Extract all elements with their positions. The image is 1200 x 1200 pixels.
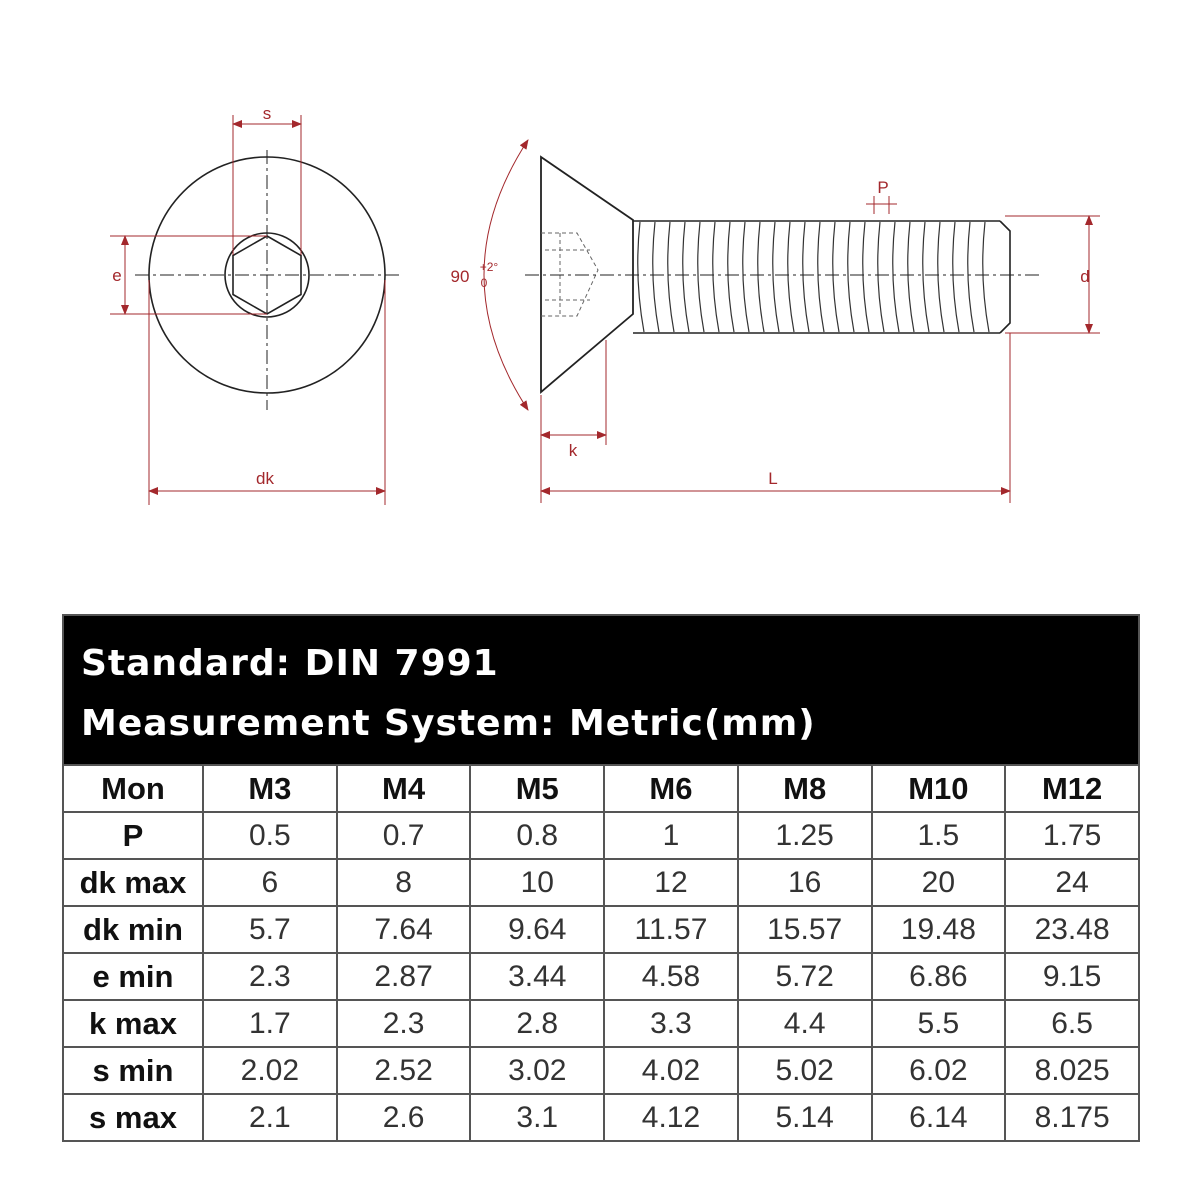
table-row bbox=[63, 1000, 1139, 1047]
k-label: k bbox=[568, 441, 578, 460]
thread-line bbox=[653, 222, 659, 332]
table-cell: 2.3 bbox=[203, 953, 337, 1000]
table-cell: 6.02 bbox=[872, 1047, 1006, 1094]
table-cell: 2.52 bbox=[337, 1047, 471, 1094]
column-header-mon: Mon bbox=[63, 765, 203, 812]
table-cell: 24 bbox=[1005, 859, 1139, 906]
thread-line bbox=[743, 222, 749, 332]
table-cell: 0.7 bbox=[337, 812, 471, 859]
thread-line bbox=[968, 222, 974, 332]
thread-line bbox=[803, 222, 809, 332]
table-cell: 3.3 bbox=[604, 1000, 738, 1047]
row-label: s min bbox=[63, 1047, 203, 1094]
thread-line bbox=[923, 222, 929, 332]
thread-line bbox=[863, 222, 869, 332]
screw-side-view bbox=[451, 140, 1100, 503]
table-cell: 3.1 bbox=[470, 1094, 604, 1141]
table-cell: 1 bbox=[604, 812, 738, 859]
thread-line bbox=[668, 222, 674, 332]
table-cell: 2.87 bbox=[337, 953, 471, 1000]
table-cell: 8 bbox=[337, 859, 471, 906]
table-cell: 4.02 bbox=[604, 1047, 738, 1094]
row-label: e min bbox=[63, 953, 203, 1000]
table-cell: 2.3 bbox=[337, 1000, 471, 1047]
thread-line bbox=[983, 222, 989, 332]
table-row bbox=[63, 1047, 1139, 1094]
screw-technical-drawing bbox=[0, 0, 1200, 560]
thread-line bbox=[893, 222, 899, 332]
table-row bbox=[63, 812, 1139, 859]
column-header-size: M6 bbox=[604, 765, 738, 812]
thread-line bbox=[713, 222, 719, 332]
angle-arc bbox=[484, 140, 528, 410]
measurement-system-title: Measurement System: Metric(mm) bbox=[81, 703, 816, 744]
angle-tolerance-plus: +2° bbox=[479, 260, 499, 274]
spec-table bbox=[62, 614, 1140, 1142]
thread-line bbox=[638, 222, 644, 332]
angle-label: 90 bbox=[450, 267, 470, 286]
thread-line bbox=[818, 222, 824, 332]
table-cell: 9.64 bbox=[470, 906, 604, 953]
e-label: e bbox=[112, 266, 122, 285]
table-cell: 4.4 bbox=[738, 1000, 872, 1047]
table-cell: 6 bbox=[203, 859, 337, 906]
row-label: P bbox=[63, 812, 203, 859]
table-cell: 2.8 bbox=[470, 1000, 604, 1047]
s-label: s bbox=[262, 104, 272, 123]
table-cell: 3.02 bbox=[470, 1047, 604, 1094]
table-cell: 5.02 bbox=[738, 1047, 872, 1094]
l-label: L bbox=[768, 469, 778, 488]
table-cell: 23.48 bbox=[1005, 906, 1139, 953]
table-cell: 8.025 bbox=[1005, 1047, 1139, 1094]
head-top-view bbox=[110, 104, 400, 505]
table-cell: 1.75 bbox=[1005, 812, 1139, 859]
thread-line bbox=[773, 222, 779, 332]
table-cell: 5.14 bbox=[738, 1094, 872, 1141]
table-cell: 20 bbox=[872, 859, 1006, 906]
thread-line bbox=[953, 222, 959, 332]
table-row bbox=[63, 953, 1139, 1000]
thread-line bbox=[758, 222, 764, 332]
thread-line bbox=[878, 222, 884, 332]
column-header-size: M8 bbox=[738, 765, 872, 812]
column-header-size: M4 bbox=[337, 765, 471, 812]
thread-line bbox=[728, 222, 734, 332]
table-cell: 5.7 bbox=[203, 906, 337, 953]
table-cell: 8.175 bbox=[1005, 1094, 1139, 1141]
table-cell: 19.48 bbox=[872, 906, 1006, 953]
shank-tip bbox=[1000, 221, 1010, 333]
column-header-size: M5 bbox=[470, 765, 604, 812]
thread-line bbox=[908, 222, 914, 332]
thread-line bbox=[938, 222, 944, 332]
table-header-row bbox=[63, 765, 1139, 812]
table-cell: 2.02 bbox=[203, 1047, 337, 1094]
table-cell: 2.6 bbox=[337, 1094, 471, 1141]
row-label: dk min bbox=[63, 906, 203, 953]
thread-line bbox=[788, 222, 794, 332]
table-cell: 10 bbox=[470, 859, 604, 906]
thread-line bbox=[698, 222, 704, 332]
column-header-size: M12 bbox=[1005, 765, 1139, 812]
table-cell: 1.5 bbox=[872, 812, 1006, 859]
table-cell: 5.5 bbox=[872, 1000, 1006, 1047]
table-cell: 1.7 bbox=[203, 1000, 337, 1047]
p-label: P bbox=[877, 178, 889, 197]
table-row bbox=[63, 1094, 1139, 1141]
row-label: s max bbox=[63, 1094, 203, 1141]
spec-header bbox=[62, 614, 1140, 764]
column-header-size: M3 bbox=[203, 765, 337, 812]
table-row bbox=[63, 906, 1139, 953]
dk-label: dk bbox=[256, 469, 274, 488]
thread-line bbox=[833, 222, 839, 332]
d-label: d bbox=[1080, 267, 1090, 286]
table-cell: 1.25 bbox=[738, 812, 872, 859]
thread-line bbox=[848, 222, 854, 332]
table-cell: 0.5 bbox=[203, 812, 337, 859]
table-cell: 12 bbox=[604, 859, 738, 906]
table-cell: 3.44 bbox=[470, 953, 604, 1000]
dimension-table bbox=[62, 764, 1140, 1142]
table-cell: 11.57 bbox=[604, 906, 738, 953]
table-cell: 6.86 bbox=[872, 953, 1006, 1000]
table-cell: 0.8 bbox=[470, 812, 604, 859]
standard-title: Standard: DIN 7991 bbox=[81, 643, 499, 684]
angle-tolerance-minus: 0 bbox=[480, 276, 488, 290]
table-cell: 9.15 bbox=[1005, 953, 1139, 1000]
table-cell: 6.14 bbox=[872, 1094, 1006, 1141]
row-label: dk max bbox=[63, 859, 203, 906]
table-cell: 15.57 bbox=[738, 906, 872, 953]
table-row bbox=[63, 859, 1139, 906]
column-header-size: M10 bbox=[872, 765, 1006, 812]
table-cell: 7.64 bbox=[337, 906, 471, 953]
table-cell: 4.12 bbox=[604, 1094, 738, 1141]
table-cell: 16 bbox=[738, 859, 872, 906]
row-label: k max bbox=[63, 1000, 203, 1047]
thread-line bbox=[683, 222, 689, 332]
table-cell: 6.5 bbox=[1005, 1000, 1139, 1047]
table-cell: 2.1 bbox=[203, 1094, 337, 1141]
table-cell: 4.58 bbox=[604, 953, 738, 1000]
thread-lines bbox=[638, 222, 989, 332]
table-cell: 5.72 bbox=[738, 953, 872, 1000]
